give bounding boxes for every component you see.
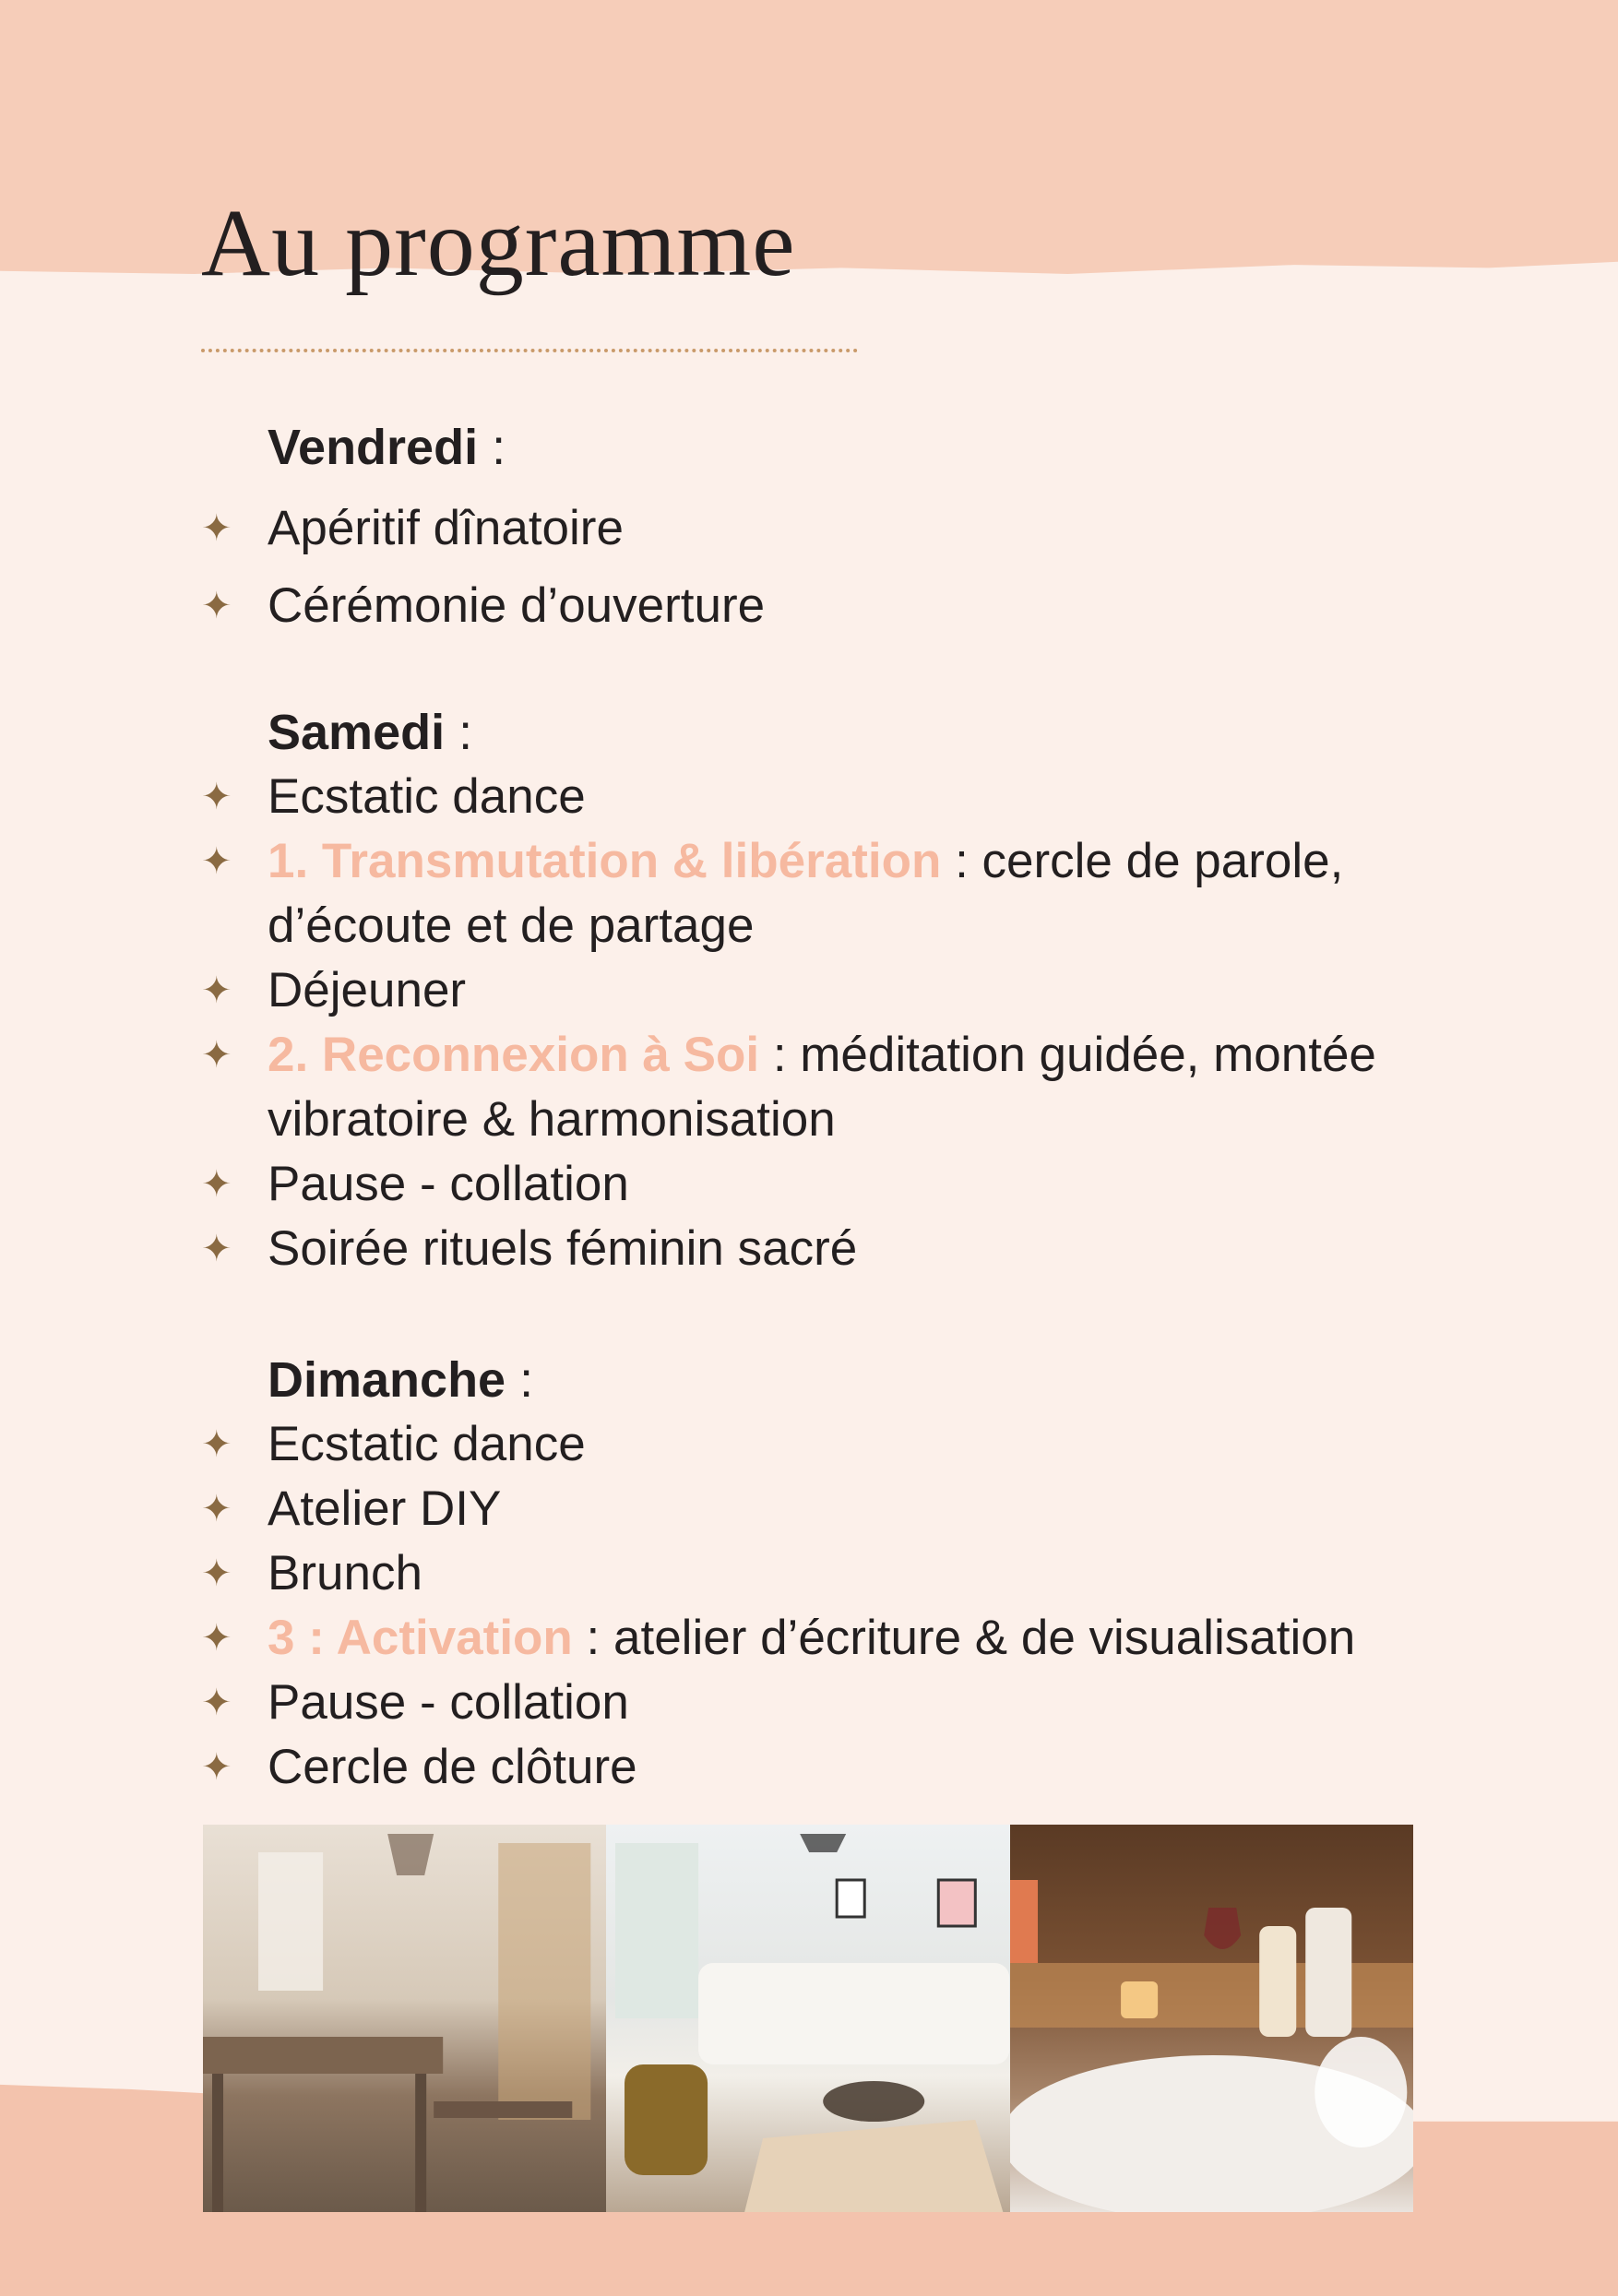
day-colon: : [445, 705, 473, 760]
day-items [201, 1412, 1485, 1800]
title-dotted-rule [201, 349, 858, 352]
item-text: Atelier DIY [268, 1481, 502, 1536]
star-bullet-icon: ✦ [201, 1229, 232, 1269]
list-item [201, 1023, 1485, 1152]
list-item [201, 1412, 1485, 1477]
item-highlight: 2. Reconnexion à Soi [268, 1028, 760, 1082]
star-bullet-icon: ✦ [201, 1618, 232, 1659]
star-bullet-icon: ✦ [201, 1553, 232, 1594]
item-text: Apéritif dînatoire [268, 501, 624, 555]
item-text: Ecstatic dance [268, 769, 586, 824]
day-heading [201, 1348, 1485, 1412]
day-name: Dimanche [268, 1352, 506, 1408]
list-item [201, 1735, 1485, 1800]
bath-photo [1010, 1825, 1413, 2212]
day-items [201, 765, 1485, 1281]
item-text: Pause - collation [268, 1157, 629, 1211]
day-heading [201, 700, 1485, 765]
list-item [201, 1541, 1485, 1606]
star-bullet-icon: ✦ [201, 970, 232, 1011]
day-section-dimanche [201, 1348, 1485, 1800]
day-section-samedi [201, 700, 1485, 1281]
item-text: Pause - collation [268, 1675, 629, 1730]
list-item [201, 958, 1485, 1023]
star-bullet-icon: ✦ [201, 1489, 232, 1529]
item-text: Ecstatic dance [268, 1417, 586, 1471]
item-text: Cercle de clôture [268, 1740, 637, 1794]
star-bullet-icon: ✦ [201, 586, 232, 626]
item-text: Soirée rituels féminin sacré [268, 1221, 858, 1276]
photo-strip [203, 1825, 1413, 2212]
day-colon: : [478, 420, 506, 475]
list-item [201, 574, 1485, 638]
list-item [201, 1671, 1485, 1735]
list-item [201, 1606, 1485, 1671]
page-title: Au programme [201, 190, 796, 296]
item-highlight: 1. Transmutation & libération [268, 834, 942, 888]
dining-room-photo [203, 1825, 606, 2212]
item-highlight: 3 : Activation [268, 1611, 573, 1665]
day-section-vendredi [201, 415, 1485, 638]
star-bullet-icon: ✦ [201, 1164, 232, 1205]
day-colon: : [506, 1352, 534, 1408]
item-text: : atelier d’écriture & de visualisation [572, 1611, 1356, 1665]
star-bullet-icon: ✦ [201, 1424, 232, 1465]
list-item [201, 829, 1485, 958]
star-bullet-icon: ✦ [201, 1683, 232, 1723]
list-item [201, 1477, 1485, 1541]
day-name: Samedi [268, 705, 446, 760]
item-text: : méditation guidée, montée vibratoire & harmonisation [268, 1028, 1376, 1147]
item-text: : cercle de parole, d’écoute et de partage [268, 834, 1344, 953]
star-bullet-icon: ✦ [201, 777, 232, 817]
day-items [201, 496, 1485, 638]
list-item [201, 765, 1485, 829]
list-item [201, 496, 1485, 561]
day-name: Vendredi [268, 420, 479, 475]
item-text: Cérémonie d’ouverture [268, 578, 766, 633]
star-bullet-icon: ✦ [201, 1035, 232, 1076]
item-text: Déjeuner [268, 963, 467, 1017]
list-item [201, 1217, 1485, 1281]
star-bullet-icon: ✦ [201, 508, 232, 549]
star-bullet-icon: ✦ [201, 841, 232, 882]
list-item [201, 1152, 1485, 1217]
item-text: Brunch [268, 1546, 422, 1600]
star-bullet-icon: ✦ [201, 1747, 232, 1788]
living-room-photo [606, 1825, 1009, 2212]
day-heading [201, 415, 1485, 480]
